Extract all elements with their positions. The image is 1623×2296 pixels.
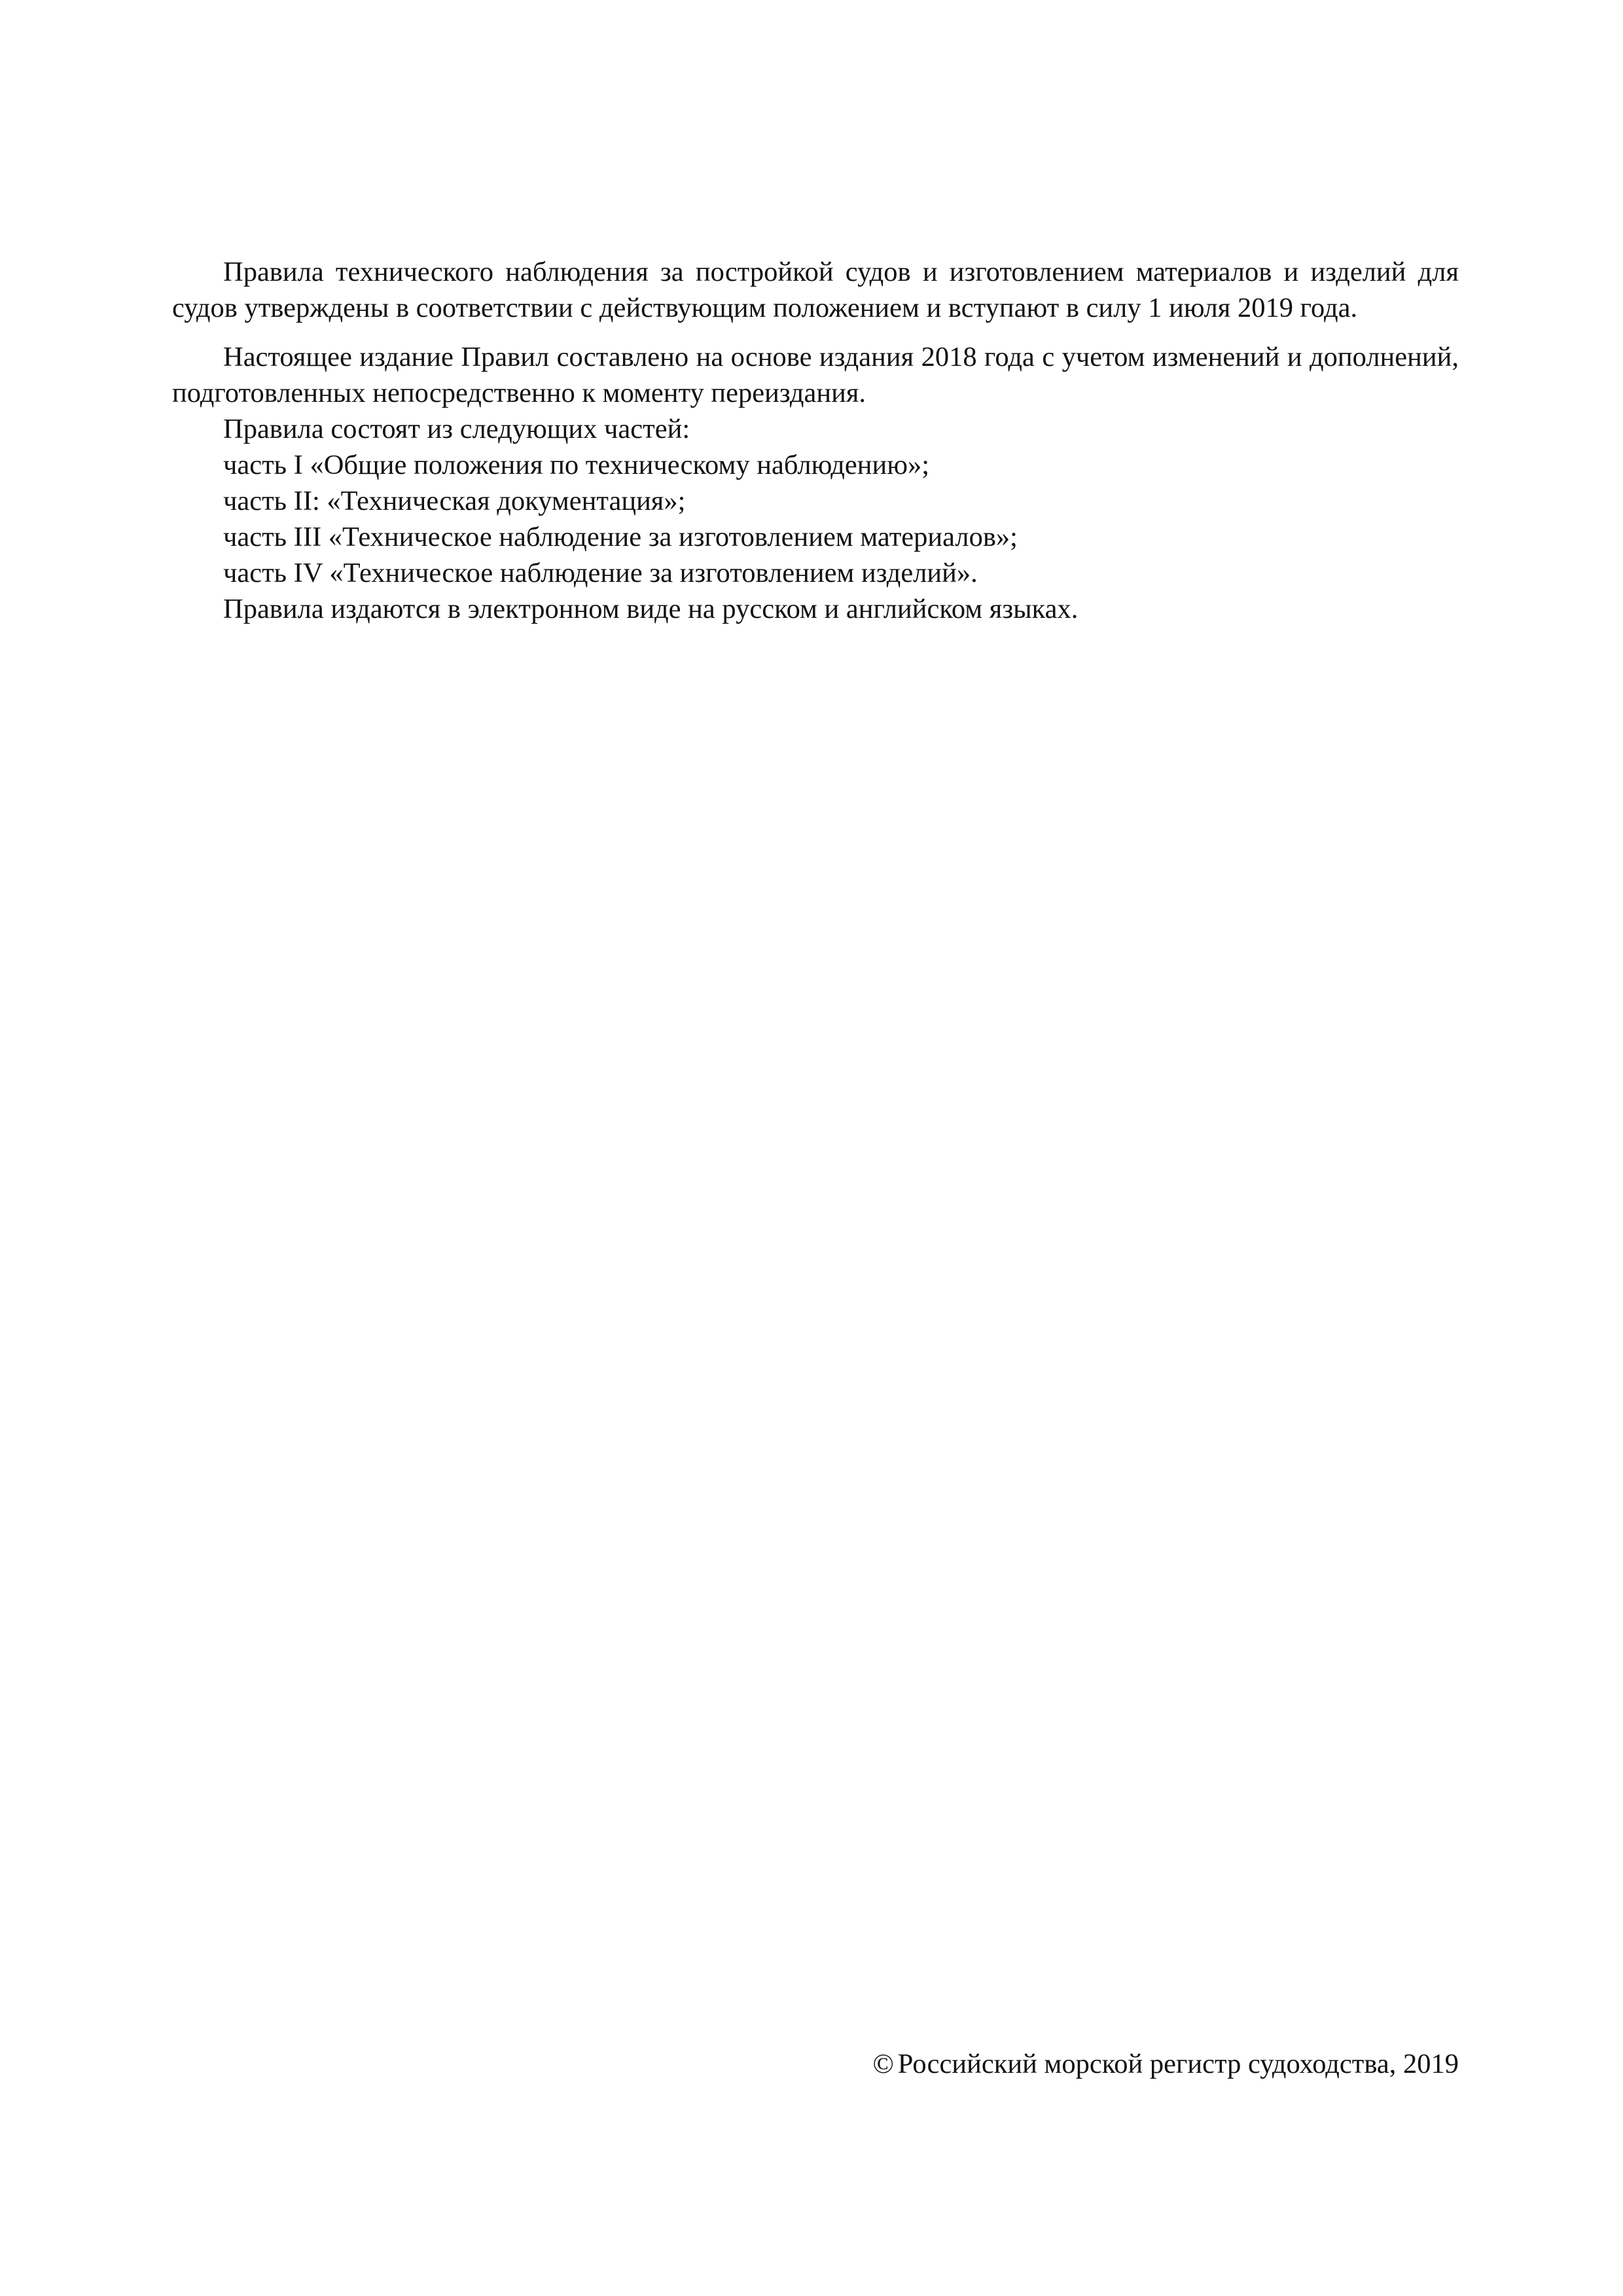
part-2-item: часть II: «Техническая документация»; <box>223 486 686 516</box>
languages-note: Правила издаются в электронном виде на русском и английском языках. <box>223 594 1079 624</box>
copyright-text: Российский морской регистр судоходства, 2019 <box>897 2049 1459 2079</box>
parts-heading: Правила состоят из следующих частей: <box>223 414 690 444</box>
preface-text-block <box>172 254 1459 627</box>
copyright-icon: © <box>872 2049 894 2079</box>
part-1-item: часть I «Общие положения по техническому наблюдению»; <box>223 450 929 480</box>
copyright-notice <box>872 2046 1459 2082</box>
effective-date-paragraph: Правила технического наблюдения за постройкой судов и изготовлением материалов и изделий для судов утверждены в соответствии с действующим положением и вступают в силу 1 июля 2019 года. <box>172 257 1459 323</box>
part-3-item: часть III «Техническое наблюдение за изготовлением материалов»; <box>223 522 1018 552</box>
part-4-item: часть IV «Техническое наблюдение за изготовлением изделий». <box>223 558 978 588</box>
edition-basis-paragraph: Настоящее издание Правил составлено на основе издания 2018 года с учетом изменений и дополнений, подготовленных непосредственно к моменту переиздания. <box>172 342 1459 408</box>
